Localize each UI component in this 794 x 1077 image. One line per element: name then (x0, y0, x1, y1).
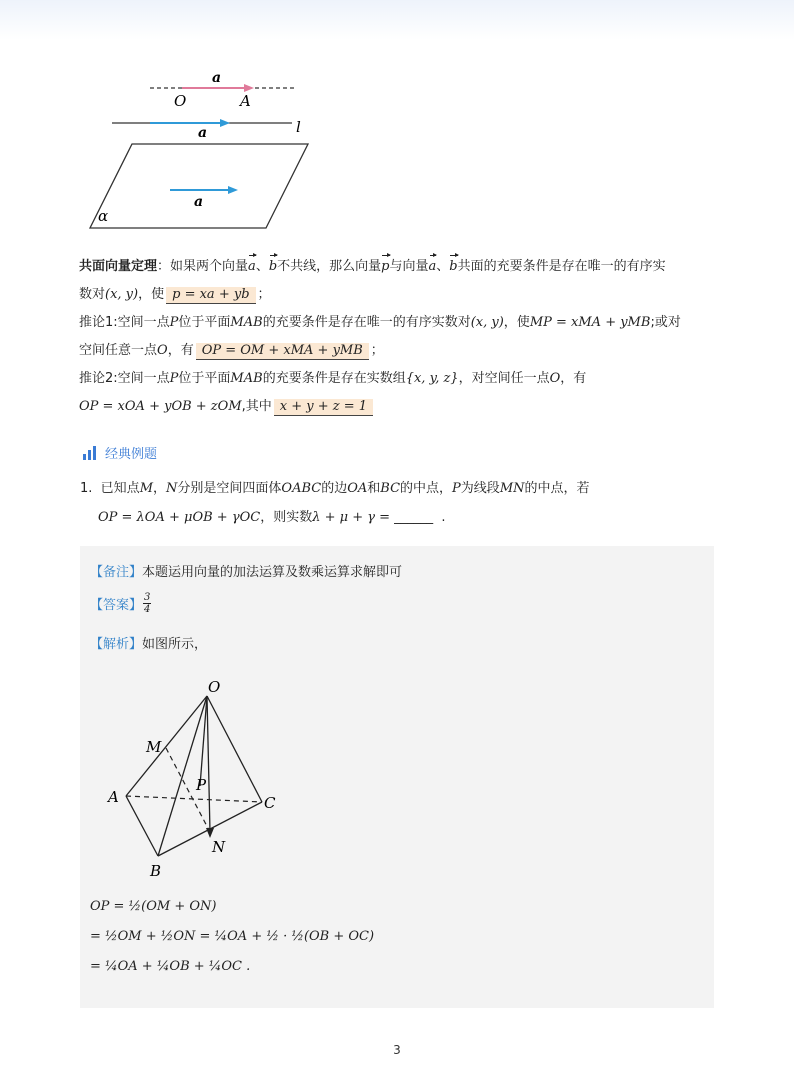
page-number: 3 (393, 1043, 401, 1057)
corollary2-line-1: 推论2:空间一点P位于平面MAB的充要条件是存在实数组{x, y, z}，对空间任一点O，有 (79, 371, 587, 386)
section-title: 经典例题 (105, 447, 158, 462)
analysis-row (90, 636, 207, 654)
arrowhead-ON (206, 828, 214, 838)
answer-fraction: $\frac{3}{4}$ (144, 592, 151, 615)
note-row (90, 564, 402, 582)
corollary1-inline-formula: MP = xMA + yMB (529, 315, 651, 330)
vertex-B: B (150, 862, 162, 880)
tetrahedron-figure (104, 672, 314, 884)
corollary2-line-2: OP = xOA + yOB + zOM,其中 x + y + z = 1 (79, 398, 375, 416)
label-a-mid: a (198, 125, 208, 141)
answer-tag: 【答案】 (90, 598, 143, 613)
question-line-1: 1. 已知点M，N分别是空间四面体OABC的边OA和BC的中点，P为线段MN的中点，若 (80, 481, 590, 496)
corollary1-line-1: 推论1:空间一点P位于平面MAB的充要条件是存在唯一的有序实数对(x, y)，使MP = xMA + yMB;或对 (79, 315, 681, 330)
note-text: 本题运用向量的加法运算及数乘运算求解即可 (142, 565, 403, 580)
answer-row (90, 592, 152, 615)
corollary1-formula: OP = OM + xMA + yMB (196, 343, 369, 360)
analysis-tag: 【解析】 (90, 637, 143, 652)
theorem-line-2: 数对(x, y)，使 p = xa + yb ； (79, 287, 271, 302)
vertex-O: O (208, 678, 221, 696)
label-alpha: α (98, 207, 109, 225)
label-A: A (240, 92, 251, 110)
blue-arrowhead-plane (228, 186, 238, 194)
edge-OA (126, 696, 207, 796)
vertex-C: C (264, 794, 276, 812)
bar-chart-icon (83, 446, 97, 460)
edge-AC-hidden (126, 796, 262, 802)
corollary2-formula-inline: OP = xOA + yOB + zOM (79, 399, 242, 414)
equation-2: = ½OM + ½ON = ¼OA + ½ · ½(OB + OC) (90, 929, 375, 944)
plane-alpha (90, 144, 308, 228)
theorem-title: 共面向量定理 (79, 259, 158, 274)
edge-OC (207, 696, 262, 802)
note-tag: 【备注】 (90, 565, 143, 580)
question-formula: OP = λOA + μOB + γOC (98, 510, 261, 525)
label-l: l (296, 118, 301, 136)
point-N: N (212, 838, 226, 856)
theorem-line-1: 共面向量定理：如果两个向量a、b不共线，那么向量p与向量a、b共面的充要条件是存在唯一的有序实 (79, 259, 666, 274)
section-header (83, 443, 157, 462)
pink-arrowhead (244, 84, 254, 92)
label-a-plane: a (194, 194, 204, 210)
analysis-text: 如图所示， (142, 637, 208, 652)
top-band (0, 0, 794, 40)
answer-blank: ______ (394, 510, 434, 525)
corollary2-formula: x + y + z = 1 (274, 399, 373, 416)
question-number: 1. (80, 481, 93, 496)
edge-AB (126, 796, 158, 856)
theorem-formula: p = xa + yb (166, 287, 255, 304)
figure-line-plane (86, 66, 326, 232)
label-O: O (174, 92, 187, 110)
point-M: M (146, 738, 162, 756)
blue-arrowhead (220, 119, 230, 127)
solution-box (80, 546, 714, 1008)
corollary1-line-2: 空间任意一点O，有 OP = OM + xMA + yMB ； (79, 343, 384, 358)
label-a-top: a (212, 70, 222, 86)
equation-3: = ¼OA + ¼OB + ¼OC . (90, 959, 251, 974)
equation-1: OP = ½(OM + ON) (90, 899, 217, 914)
segment-ON (207, 696, 210, 832)
point-P: P (196, 776, 207, 794)
question-line-2: OP = λOA + μOB + γOC，则实数λ + μ + γ = ______ . (98, 510, 446, 525)
vertex-A: A (108, 788, 119, 806)
